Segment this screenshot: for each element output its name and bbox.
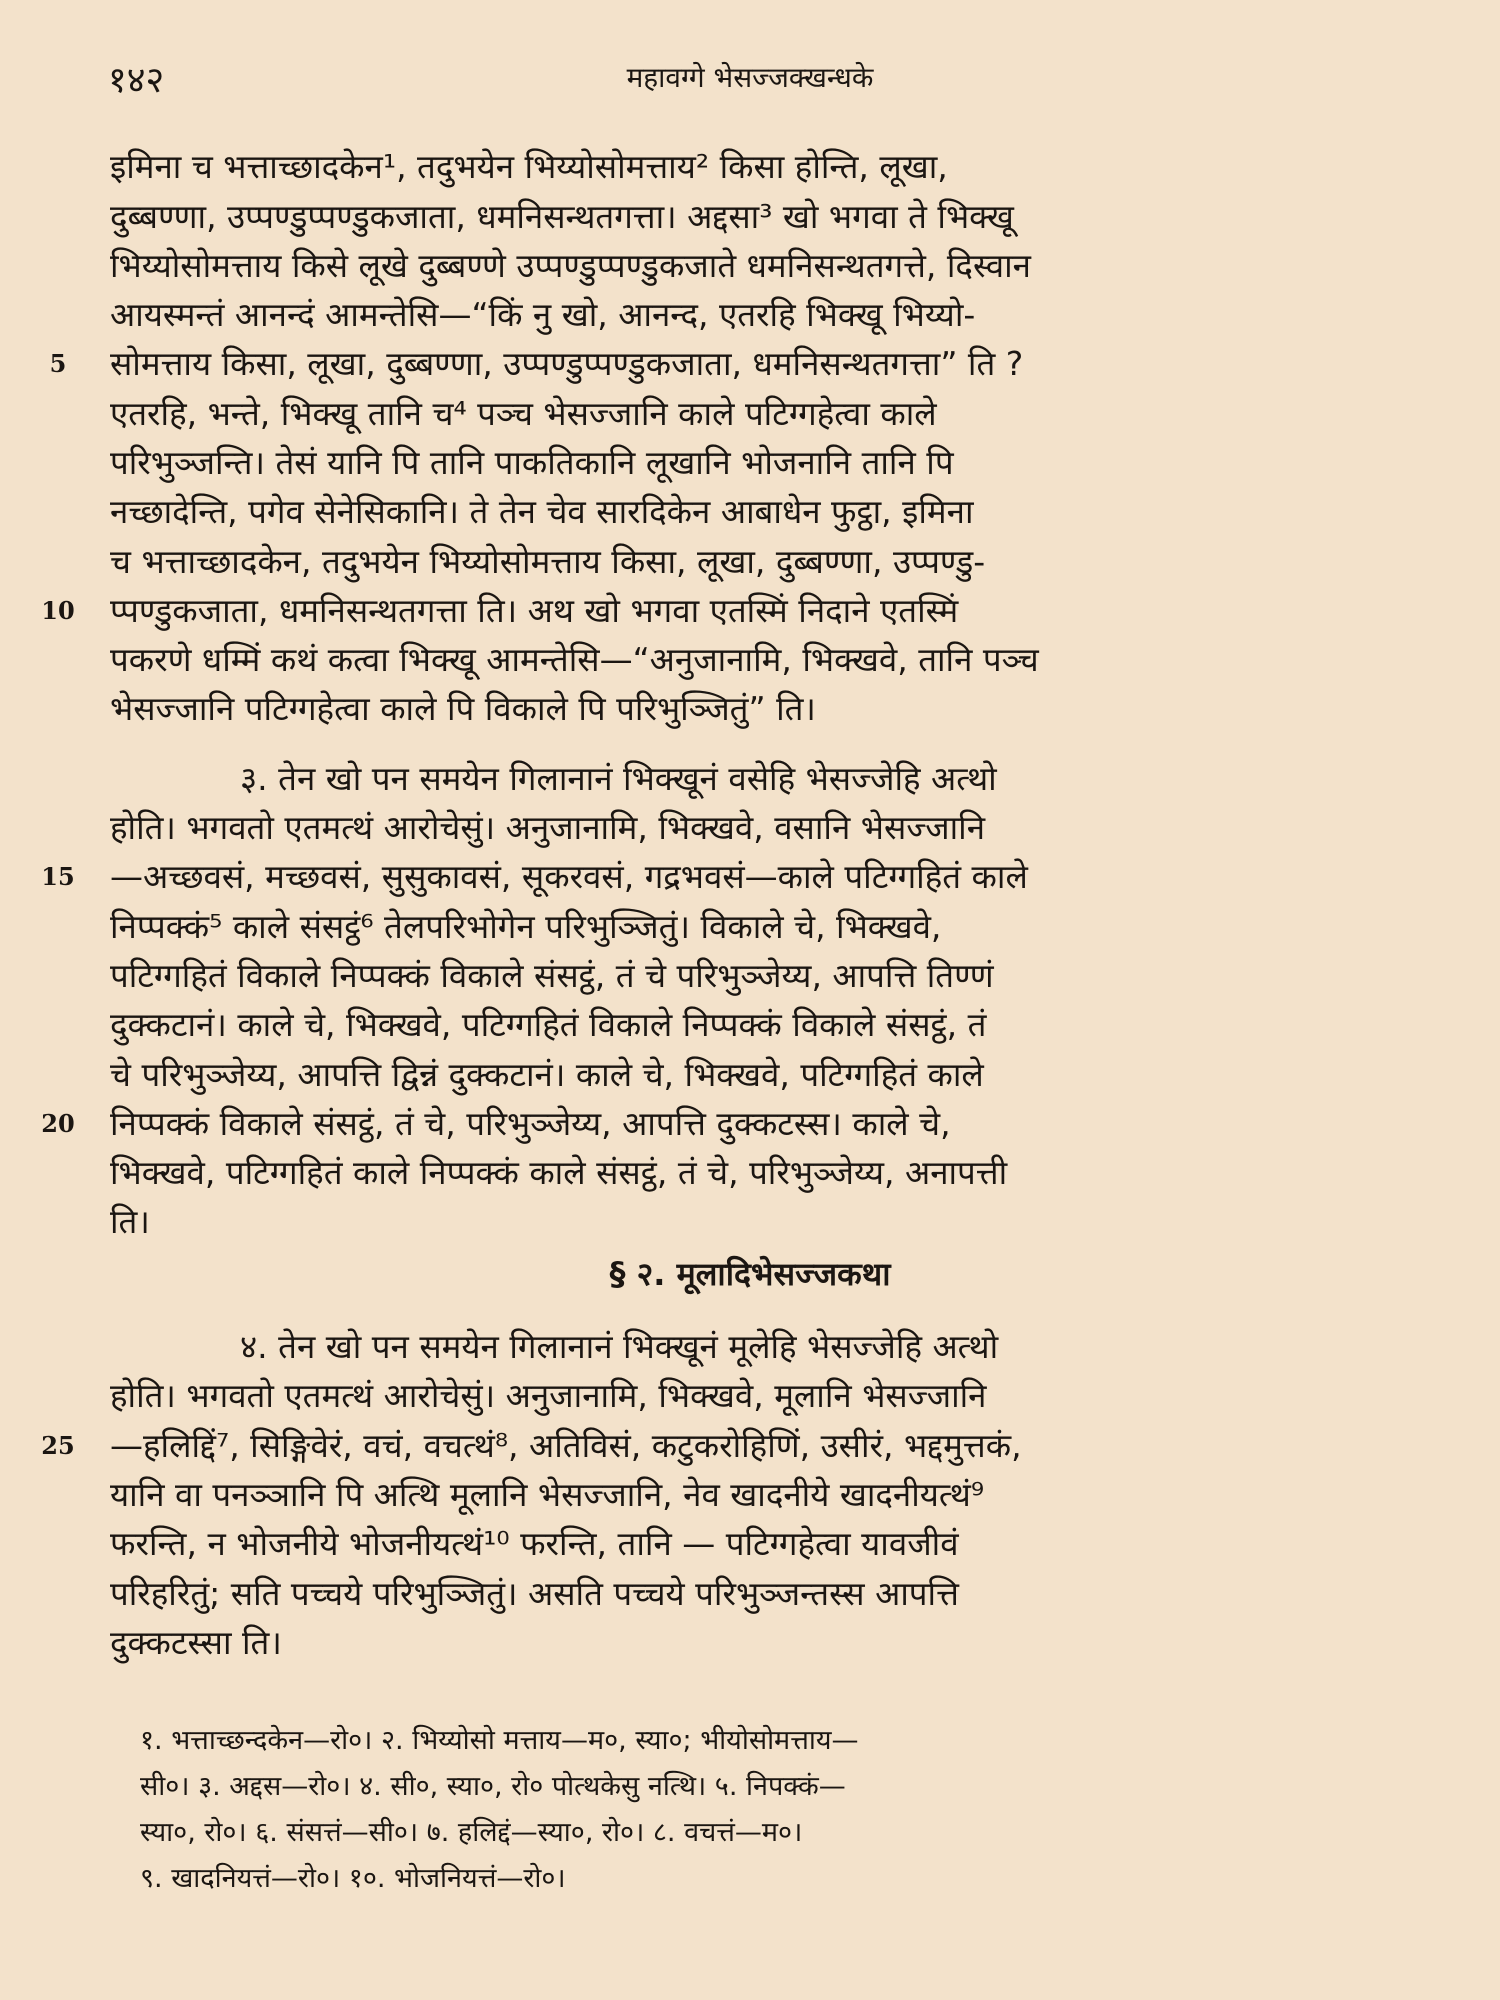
text-line: परिभुञ्जन्ति। तेसं यानि पि तानि पाकतिकानि लूखानि भोजनानि तानि पि xyxy=(110,443,954,482)
text-line: होति। भगवतो एतमत्थं आरोचेसुं। अनुजानामि, भिक्खवे, मूलानि भेसज्जानि xyxy=(110,1376,987,1415)
margin-line-number: 15 xyxy=(41,862,75,891)
text-line: दुक्कटस्सा ति। xyxy=(110,1623,282,1662)
text-line: प्पण्डुकजाता, धमनिसन्थतगत्ता ति। अथ खो भगवा एतस्मिं निदाने एतस्मिं xyxy=(110,591,959,630)
text-line: फरन्ति, न भोजनीये भोजनीयत्थं¹⁰ फरन्ति, तानि — पटिग्गहेत्वा यावजीवं xyxy=(110,1524,959,1563)
page-number: १४२ xyxy=(108,60,165,101)
text-line: सोमत्ताय किसा, लूखा, दुब्बण्णा, उप्पण्डुप्पण्डुकजाता, धमनिसन्थतगत्ता” ति ? xyxy=(110,344,1024,383)
margin-line-number: 10 xyxy=(41,596,75,625)
text-line: भेसज्जानि पटिग्गहेत्वा काले पि विकाले पि परिभुञ्जितुं” ति। xyxy=(110,689,816,728)
text-line: होति। भगवतो एतमत्थं आरोचेसुं। अनुजानामि, भिक्खवे, वसानि भेसज्जानि xyxy=(110,808,986,847)
running-title: महावग्गे भेसज्जक्खन्धके xyxy=(626,61,874,94)
section-heading: § २. मूलादिभेसज्जकथा xyxy=(609,1255,891,1293)
text-line: यानि वा पनञ्ञानि पि अत्थि मूलानि भेसज्जानि, नेव खादनीये खादनीयत्थं⁹ xyxy=(110,1475,985,1514)
text-line: आयस्मन्तं आनन्दं आमन्तेसि—“किं नु खो, आनन्द, एतरहि भिक्खू भिय्यो- xyxy=(110,295,976,334)
text-line: एतरहि, भन्ते, भिक्खू तानि च⁴ पञ्च भेसज्जानि काले पटिग्गहेत्वा काले xyxy=(110,394,937,433)
text-line: निप्पक्कं विकाले संसट्ठं, तं चे, परिभुञ्जेय्य, आपत्ति दुक्कटस्स। काले चे, xyxy=(110,1104,951,1143)
margin-line-number: 5 xyxy=(49,349,67,378)
text-line: इमिना च भत्ताच्छादकेन¹, तदुभयेन भिय्योसोमत्ताय² किसा होन्ति, लूखा, xyxy=(110,147,948,186)
text-line: नच्छादेन्ति, पगेव सेनेसिकानि। ते तेन चेव सारदिकेन आबाधेन फुट्ठा, इमिना xyxy=(110,492,974,531)
text-line: पकरणे धम्मिं कथं कत्वा भिक्खू आमन्तेसि—“अनुजानामि, भिक्खवे, तानि पञ्च xyxy=(110,640,1039,679)
footnote-line: १. भत्ताच्छन्दकेन—रो०। २. भिय्योसो मत्ताय—म०, स्या०; भीयोसोमत्ताय— xyxy=(140,1725,859,1756)
text-line: भिय्योसोमत्ताय किसे लूखे दुब्बण्णे उप्पण्डुप्पण्डुकजाते धमनिसन्थतगत्ते, दिस्वान xyxy=(110,246,1032,285)
paragraph-start-line: ४. तेन खो पन समयेन गिलानानं भिक्खूनं मूलेहि भेसज्जेहि अत्थो xyxy=(240,1327,999,1366)
text-line: दुक्कटानं। काले चे, भिक्खवे, पटिग्गहितं विकाले निप्पक्कं विकाले संसट्ठं, तं xyxy=(110,1005,987,1044)
footnote-line: ९. खादनियत्तं—रो०। १०. भोजनियत्तं—रो०। xyxy=(140,1863,566,1894)
text-line: चे परिभुञ्जेय्य, आपत्ति द्विन्नं दुक्कटानं। काले चे, भिक्खवे, पटिग्गहितं काले xyxy=(110,1055,984,1094)
text-line: —हलिद्दिं⁷, सिङ्गिवेरं, वचं, वचत्थं⁸, अतिविसं, कटुकरोहिणिं, उसीरं, भद्दमुत्तकं, xyxy=(110,1426,1022,1465)
text-line: ति। xyxy=(110,1202,150,1241)
text-line: च भत्ताच्छादकेन, तदुभयेन भिय्योसोमत्ताय किसा, लूखा, दुब्बण्णा, उप्पण्डु- xyxy=(110,542,986,581)
text-line: दुब्बण्णा, उप्पण्डुप्पण्डुकजाता, धमनिसन्थतगत्ता। अद्दसा³ खो भगवा ते भिक्खू xyxy=(110,197,1014,236)
text-line: —अच्छवसं, मच्छवसं, सुसुकावसं, सूकरवसं, गद्रभवसं—काले पटिग्गहितं काले xyxy=(110,857,1028,896)
text-line: निप्पक्कं⁵ काले संसट्ठं⁶ तेलपरिभोगेन परिभुञ्जितुं। विकाले चे, भिक्खवे, xyxy=(110,907,942,946)
margin-line-number: 25 xyxy=(41,1431,75,1460)
paragraph-start-line: ३. तेन खो पन समयेन गिलानानं भिक्खूनं वसेहि भेसज्जेहि अत्थो xyxy=(240,759,997,798)
footnote-line: सी०। ३. अद्दस—रो०। ४. सी०, स्या०, रो० पोत्थकेसु नत्थि। ५. निपक्कं— xyxy=(140,1771,846,1802)
text-line: भिक्खवे, पटिग्गहितं काले निप्पक्कं काले संसट्ठं, तं चे, परिभुञ्जेय्य, अनापत्ती xyxy=(110,1153,1008,1192)
text-line: परिहरितुं; सति पच्चये परिभुञ्जितुं। असति पच्चये परिभुञ्जन्तस्स आपत्ति xyxy=(110,1574,959,1613)
footnote-line: स्या०, रो०। ६. संसत्तं—सी०। ७. हलिद्दं—स्या०, रो०। ८. वचत्तं—म०। xyxy=(140,1817,803,1848)
margin-line-number: 20 xyxy=(41,1109,75,1138)
text-line: पटिग्गहितं विकाले निप्पक्कं विकाले संसट्ठं, तं चे परिभुञ्जेय्य, आपत्ति तिण्णं xyxy=(110,956,994,995)
